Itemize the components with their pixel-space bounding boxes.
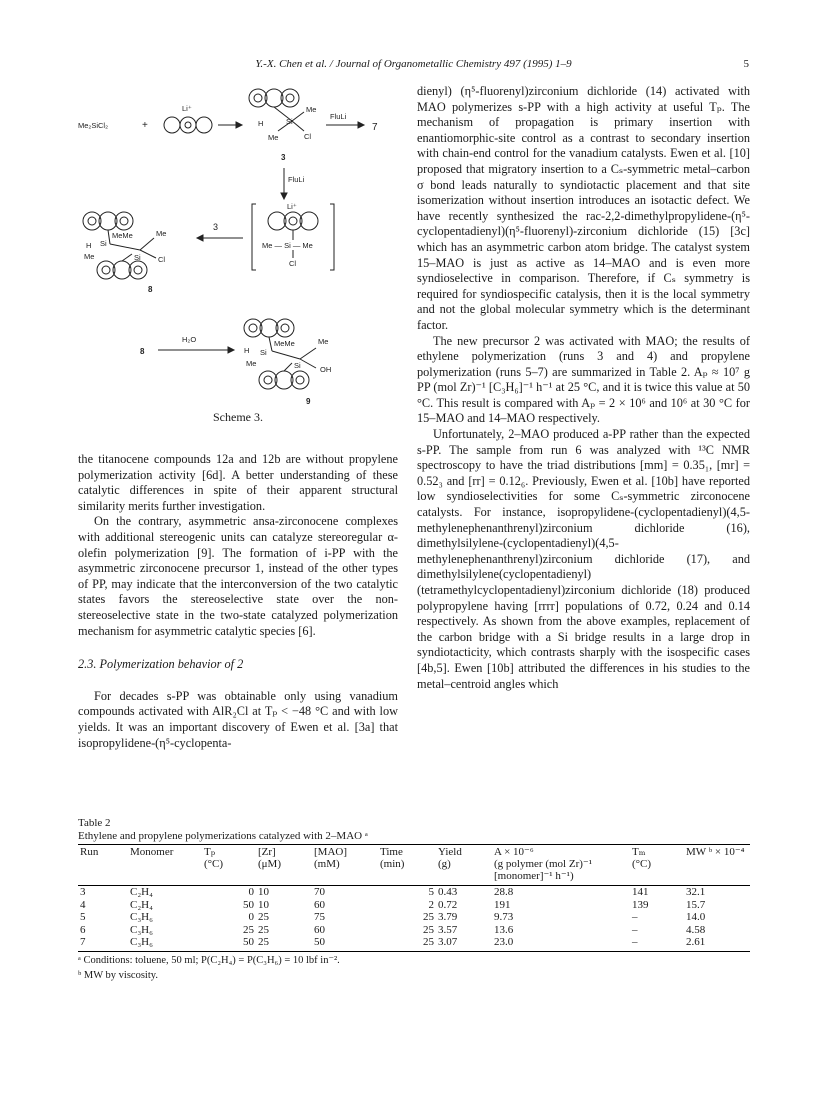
label-meme-2: MeMe [274, 339, 295, 348]
table-2 [78, 817, 750, 982]
running-header: Y.-X. Chen et al. / Journal of Organometallic Chemistry 497 (1995) 1–9 [255, 58, 572, 70]
label-oh: OH [320, 365, 332, 374]
label-meme-1: MeMe [112, 231, 133, 240]
col-mw: MW ᵇ × 10⁻⁴ [684, 845, 750, 886]
page-number: 5 [743, 58, 749, 70]
cell-zr: 10 [258, 898, 269, 911]
cell-tm: – [632, 911, 638, 923]
label-cl-2: Cl [289, 259, 297, 268]
cell-mw: 15.7 [686, 898, 706, 911]
left-paragraph-2: On the contrary, asymmetric ansa-zirconocene complexes with additional stereogenic units can catalyze stereoregular α-olefin polymerization [9]. The formation of i-PP with the asymmetric zirconocene precursor 1, instead of the other types of PP, may indicate that the interconversion of the two catalytic states favors the stereoselective state over the non-stereoselective state in the two-state catalyzed polymerization mechanism for asymmetric catalytic species [6]. [78, 514, 398, 638]
label-cl-3: Cl [158, 255, 166, 264]
cell-zr: 10 [258, 886, 269, 898]
table-row [78, 899, 750, 912]
compound-9-structure [244, 319, 316, 389]
cell-yield: 3.79 [438, 911, 458, 923]
label-h-2: H [86, 241, 92, 250]
cell-mao: 60 [314, 923, 325, 936]
label-li-1: Li⁺ [182, 104, 192, 113]
cell-tp: 50 [243, 898, 254, 911]
label-h-3: H [244, 346, 250, 355]
scheme-caption: Scheme 3. [213, 410, 263, 424]
label-fluli-2: FluLi [288, 175, 305, 184]
cell-monomer: C₃H₆ [130, 923, 153, 936]
cell-run: 6 [80, 923, 86, 936]
cell-run: 7 [78, 936, 128, 951]
cell-monomer: C₂H₄ [130, 898, 153, 911]
col-monomer: Monomer [128, 845, 202, 886]
label-fluli-1: FluLi [330, 112, 347, 121]
cell-time: 2 [428, 898, 434, 911]
right-paragraph-3: Unfortunately, 2–MAO produced a-PP rather than the expected s-PP. The sample from run 6 was analyzed with ¹³C NMR spectroscopy to have the triad distributions [mm] = 0.35₁, [mr] = 0.52₃ and [rr] = 0.12₆. Previously, Ewen et al. [10b] have reported low syndioselectivities for some Cₛ-symmetric zirconocene catalysts. For instance, isopropylidene-(cyclopentadienyl)(4,5-methylenephenanthrenyl)zirconium dichloride (16), dimethylsilylene-(cyclopentadienyl)(4,5-methylenephenanthrenyl)zirconium dichloride (17), and dimethylsilylene(cyclopentadienyl)(tetramethylcyclopentadienyl)zirconium dichloride (18) produced polypropylene having [rrrr] populations of 0.72, 0.24 and 0.14 respectively. As shown from the above examples, replacement of the carbon bridge with a Si bridge results in a large drop in syndiotacticity, which contrasts sharply with the isospecific cases [4b,5]. Ewen [10b] attributed the differences in his studies to the metal–centroid angles which [417, 427, 750, 691]
label-me-4: Me [84, 252, 95, 261]
cell-run: 3 [80, 886, 86, 898]
table-title: Ethylene and propylene polymerizations catalyzed with 2–MAO ᵃ [78, 830, 368, 842]
col-tp: Tₚ (°C) [202, 845, 256, 886]
label-li-2: Li⁺ [287, 202, 297, 211]
label-si-4: Si [260, 348, 267, 357]
cell-tm: 141 [632, 886, 649, 898]
cell-mw: 2.61 [684, 936, 750, 951]
cell-time: 25 [423, 911, 434, 923]
cell-a: 28.8 [494, 886, 514, 898]
left-paragraph-3: For decades s-PP was obtainable only using vanadium compounds activated with AlR₂Cl at Tₚ < −48 °C and with low yields. It was an important discovery of Ewen et al. [3a] that isopropylidene-(η⁵-cyclopenta- [78, 688, 398, 750]
footnote-a: ᵃ Conditions: toluene, 50 ml; P(C₂H₄) = P(C₃H₆) = 10 lbf in⁻². [78, 954, 340, 966]
cell-tp: 50 [202, 936, 256, 951]
label-me-6: Me [246, 359, 257, 368]
cell-run: 4 [80, 898, 86, 911]
right-paragraph-1: dienyl) (η⁵-fluorenyl)zirconium dichloride (14) activated with MAO polymerizes s-PP with a high activity at useful Tₚ. The mechanism of propagation is primary insertion with enantiomorphic-site control as a contrast to secondary insertion with chain-end control for the vanadium catalysts. Ewen et al. [10] proposed that migratory insertion to a Cₛ-symmetric metal–carbon σ bond leads naturally to syndiotactic placement and that site isomerization without insertion introduces an isotactic defect. We have recently synthesized the rac-2,2-dimethylpropylidene-(η⁵-cyclopentadienyl)(η⁵-fluorenyl)-zirconium dichloride (15) [3c] which has an asymmetric carbon atom bridge. The catalyst system 15–MAO is just as active as 14–MAO and is even more syndioselective in comparison. Therefore, if Cₛ symmetry is required for syndiospecific catalysis, then it is the local symmetry and not the global molecular symmetry which is the determinant factor. [417, 84, 750, 332]
left-column [78, 452, 398, 751]
col-yield: Yield (g) [436, 845, 492, 886]
cell-time: 25 [423, 923, 434, 936]
left-paragraph-1: the titanocene compounds 12a and 12b are without propylene polymerization activity [6d]. A better understanding of these catalytic differences in spite of their apparent structural similarity merits further investigation. [78, 452, 398, 513]
label-compound-7: 7 [372, 122, 378, 133]
cell-zr: 25 [258, 923, 269, 936]
table-row [78, 924, 750, 937]
label-h2o: H₂O [182, 335, 197, 344]
cell-tp: 0 [248, 886, 254, 898]
cell-zr: 25 [256, 936, 312, 951]
cell-mw: 32.1 [686, 886, 706, 898]
cell-yield: 0.72 [438, 898, 458, 911]
cell-monomer: C₃H₆ [128, 936, 202, 951]
cell-time: 25 [378, 936, 436, 951]
label-me-si-me: Me — Si — Me [262, 241, 313, 250]
cell-mw: 4.58 [686, 923, 706, 936]
cell-yield: 0.43 [438, 886, 458, 898]
cell-a: 9.73 [494, 911, 514, 923]
cell-zr: 25 [258, 911, 269, 923]
compound-8-structure [83, 212, 156, 279]
col-mao: [MAO] (mM) [312, 845, 378, 886]
label-me2sicl2: Me₂SiCl₂ [78, 121, 108, 130]
label-compound-3: 3 [281, 153, 286, 162]
label-si-3: Si [134, 253, 141, 262]
cell-tm: – [632, 923, 638, 936]
label-compound-8b: 8 [140, 347, 145, 356]
label-me-1: Me [306, 105, 317, 114]
cell-monomer: C₃H₆ [130, 911, 153, 923]
cell-tm: – [630, 936, 684, 951]
label-si-1: Si [286, 117, 293, 126]
cell-mao: 60 [314, 898, 325, 911]
label-cl-1: Cl [304, 132, 312, 141]
footnote-b: ᵇ MW by viscosity. [78, 969, 158, 981]
col-time: Time (min) [378, 845, 436, 886]
col-tm: Tₘ (°C) [630, 845, 684, 886]
col-run: Run [78, 845, 128, 886]
cell-a: 13.6 [494, 923, 514, 936]
table-row [78, 936, 750, 951]
indenyl-reagent-structure [164, 117, 212, 133]
cell-mao: 75 [314, 911, 325, 923]
cell-mw: 14.0 [686, 911, 706, 923]
label-h-1: H [258, 119, 264, 128]
table-row [78, 911, 750, 924]
table-label: Table 2 [78, 817, 111, 829]
col-activity: A × 10⁻⁶ (g polymer (mol Zr)⁻¹ [monomer]⁻¹ h⁻¹) [492, 845, 630, 886]
label-me-2: Me [268, 133, 279, 142]
cell-yield: 3.57 [438, 923, 458, 936]
cell-time: 5 [428, 886, 434, 898]
col-zr: [Zr] (μM) [256, 845, 312, 886]
cell-run: 5 [80, 911, 86, 923]
right-paragraph-2: The new precursor 2 was activated with MAO; the results of ethylene polymerization (runs 3 and 4) and propylene polymerization (runs 5–7) are summarized in Table 2. Aₚ ≈ 10⁷ g PP (mol Zr)⁻¹ [C₃H₆]⁻¹ h⁻¹ at 25 °C, and it is twice this value at 50 °C. This result is compared with Aₚ = 2 × 10⁶ and 10⁶ at 30 °C for 15–MAO and 14–MAO respectively. [417, 333, 750, 426]
right-column [417, 84, 750, 692]
label-si-2: Si [100, 239, 107, 248]
table-row [78, 886, 750, 899]
cell-tp: 0 [248, 911, 254, 923]
cell-mao: 70 [314, 886, 325, 898]
label-me-5: Me [318, 337, 329, 346]
scheme-3-diagram [78, 78, 408, 408]
label-arrow-3: 3 [213, 222, 219, 232]
label-si-5: Si [294, 361, 301, 370]
label-me-3: Me [156, 229, 167, 238]
cell-yield: 3.07 [436, 936, 492, 951]
cell-tp: 25 [243, 923, 254, 936]
cell-a: 191 [494, 898, 511, 911]
label-compound-8: 8 [148, 285, 153, 294]
cell-tm: 139 [632, 898, 649, 911]
cell-mao: 50 [312, 936, 378, 951]
section-heading: 2.3. Polymerization behavior of 2 [78, 657, 244, 672]
cell-a: 23.0 [492, 936, 630, 951]
label-plus: + [142, 120, 148, 131]
cell-monomer: C₂H₄ [130, 886, 153, 898]
polymerization-table [78, 844, 750, 952]
label-compound-9: 9 [306, 397, 311, 406]
